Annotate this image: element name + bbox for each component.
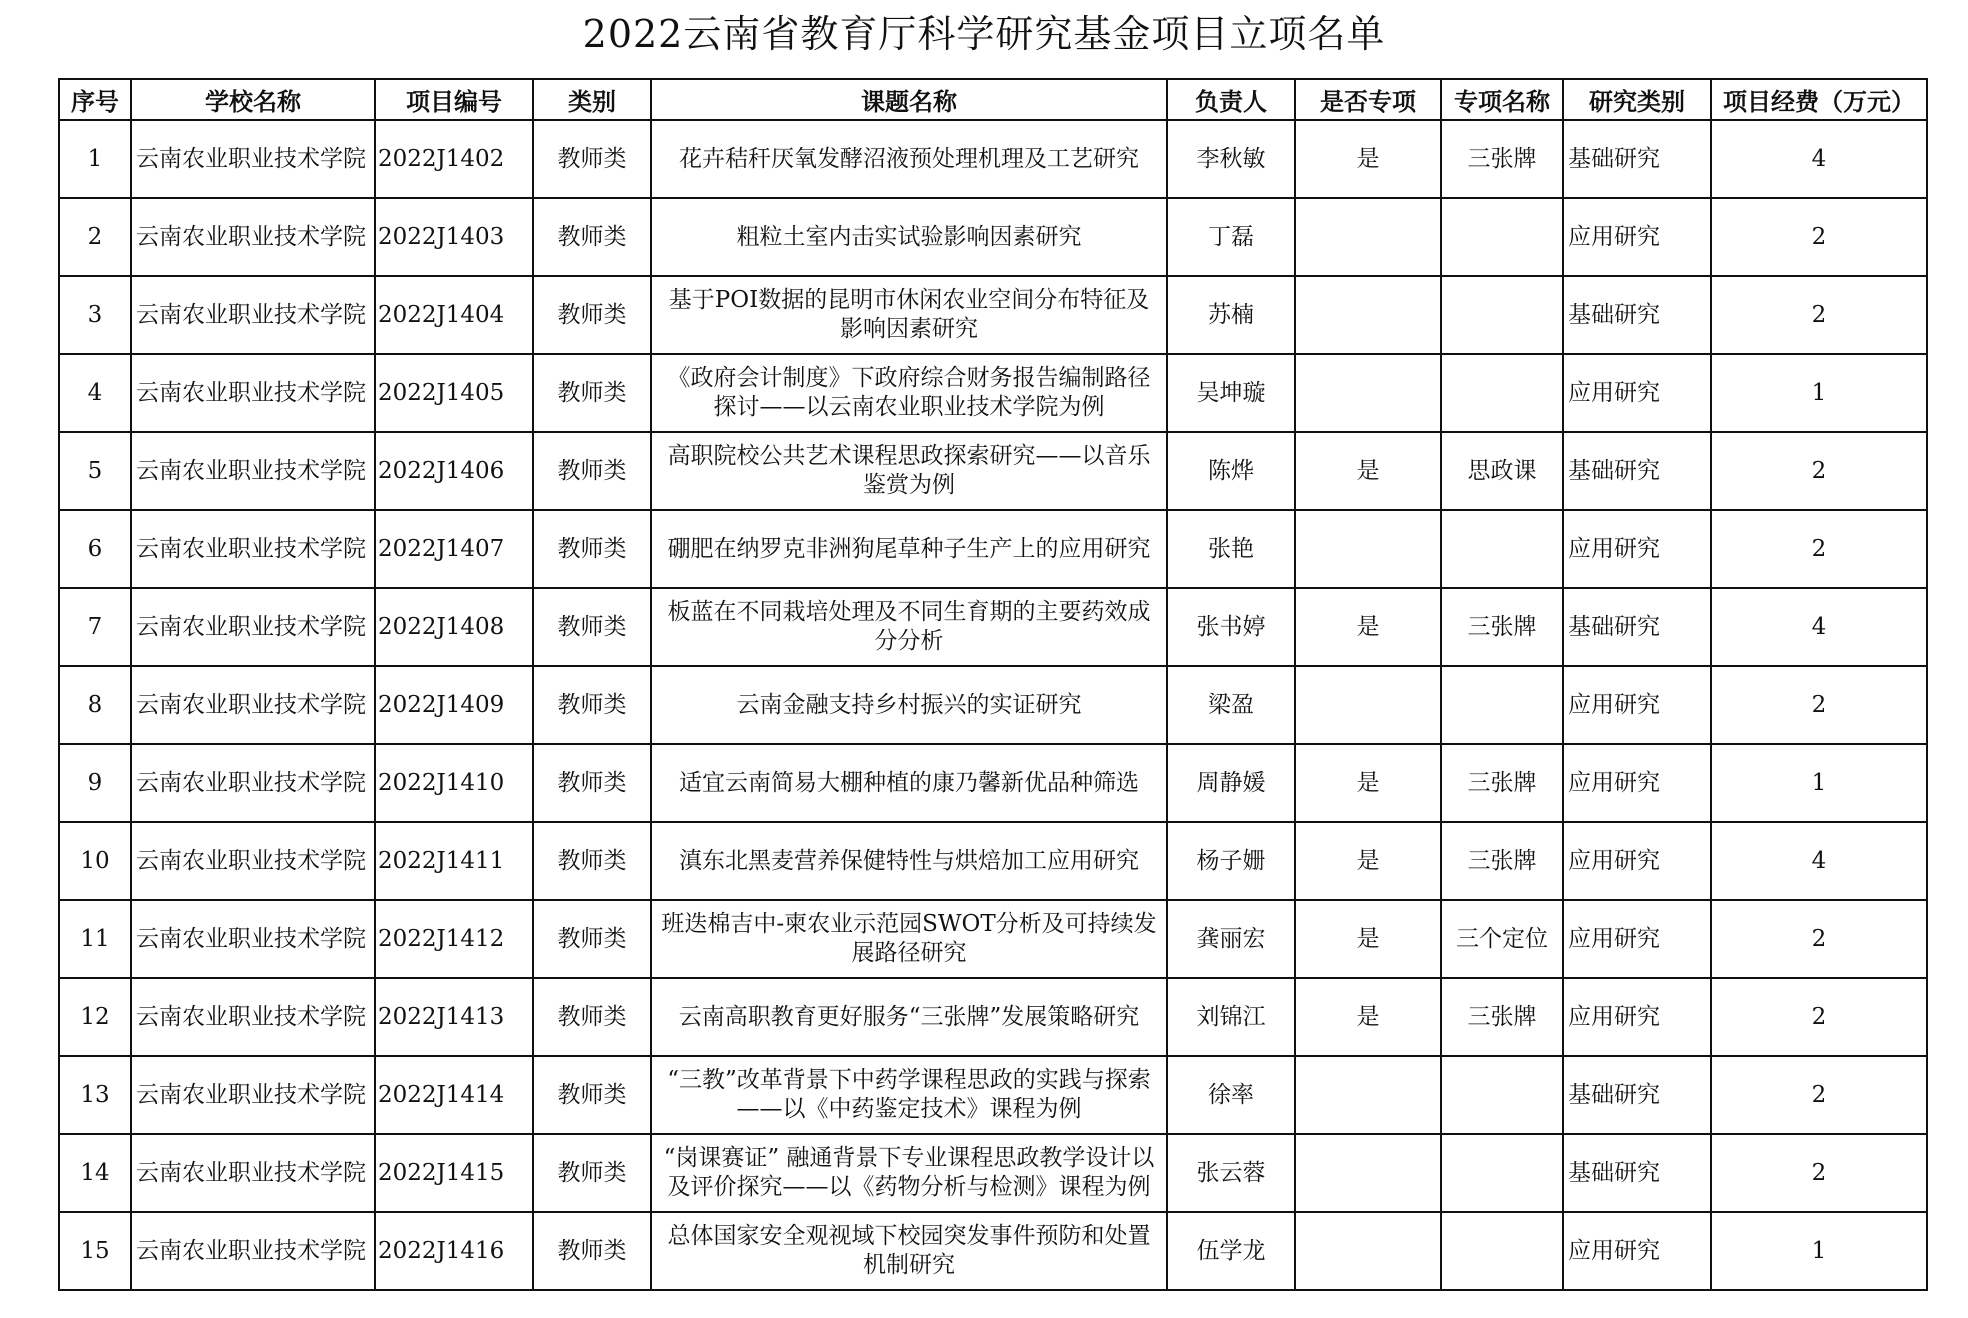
cell-special-name: 思政课 bbox=[1441, 432, 1563, 510]
cell-topic: 粗粒土室内击实试验影响因素研究 bbox=[651, 198, 1167, 276]
cell-category: 教师类 bbox=[533, 1212, 651, 1290]
cell-school: 云南农业职业技术学院 bbox=[131, 1134, 375, 1212]
cell-school: 云南农业职业技术学院 bbox=[131, 198, 375, 276]
cell-topic: 云南金融支持乡村振兴的实证研究 bbox=[651, 666, 1167, 744]
header-row bbox=[59, 79, 1927, 120]
table-row bbox=[59, 432, 1927, 510]
cell-code: 2022J1410 bbox=[375, 744, 533, 822]
cell-code: 2022J1416 bbox=[375, 1212, 533, 1290]
cell-special bbox=[1295, 1212, 1441, 1290]
cell-category: 教师类 bbox=[533, 1134, 651, 1212]
cell-leader: 李秋敏 bbox=[1167, 120, 1295, 198]
table-row bbox=[59, 744, 1927, 822]
cell-school: 云南农业职业技术学院 bbox=[131, 276, 375, 354]
cell-special bbox=[1295, 354, 1441, 432]
cell-no: 7 bbox=[59, 588, 131, 666]
cell-special-name bbox=[1441, 1056, 1563, 1134]
cell-topic: “岗课赛证” 融通背景下专业课程思政教学设计以及评价探究——以《药物分析与检测》课程为例 bbox=[651, 1134, 1167, 1212]
cell-topic: 适宜云南简易大棚种植的康乃馨新优品种筛选 bbox=[651, 744, 1167, 822]
cell-school: 云南农业职业技术学院 bbox=[131, 588, 375, 666]
cell-funding: 4 bbox=[1711, 120, 1927, 198]
cell-school: 云南农业职业技术学院 bbox=[131, 510, 375, 588]
cell-no: 11 bbox=[59, 900, 131, 978]
cell-special-name bbox=[1441, 276, 1563, 354]
cell-no: 4 bbox=[59, 354, 131, 432]
table-row bbox=[59, 978, 1927, 1056]
cell-special-name: 三张牌 bbox=[1441, 120, 1563, 198]
cell-funding: 2 bbox=[1711, 1056, 1927, 1134]
cell-leader: 苏楠 bbox=[1167, 276, 1295, 354]
cell-no: 9 bbox=[59, 744, 131, 822]
header-cell-category: 类别 bbox=[533, 79, 651, 120]
cell-funding: 2 bbox=[1711, 900, 1927, 978]
cell-code: 2022J1403 bbox=[375, 198, 533, 276]
cell-special bbox=[1295, 510, 1441, 588]
cell-topic: “三教”改革背景下中药学课程思政的实践与探索——以《中药鉴定技术》课程为例 bbox=[651, 1056, 1167, 1134]
cell-no: 8 bbox=[59, 666, 131, 744]
header-cell-leader: 负责人 bbox=[1167, 79, 1295, 120]
cell-leader: 丁磊 bbox=[1167, 198, 1295, 276]
cell-funding: 2 bbox=[1711, 666, 1927, 744]
table-row bbox=[59, 588, 1927, 666]
cell-no: 15 bbox=[59, 1212, 131, 1290]
cell-research-type: 应用研究 bbox=[1563, 822, 1711, 900]
cell-school: 云南农业职业技术学院 bbox=[131, 744, 375, 822]
table-body bbox=[59, 120, 1927, 1290]
table-row bbox=[59, 1134, 1927, 1212]
cell-no: 1 bbox=[59, 120, 131, 198]
cell-school: 云南农业职业技术学院 bbox=[131, 354, 375, 432]
cell-category: 教师类 bbox=[533, 822, 651, 900]
cell-topic: 班迭棉吉中-柬农业示范园SWOT分析及可持续发展路径研究 bbox=[651, 900, 1167, 978]
cell-funding: 1 bbox=[1711, 1212, 1927, 1290]
cell-research-type: 应用研究 bbox=[1563, 354, 1711, 432]
cell-category: 教师类 bbox=[533, 276, 651, 354]
cell-leader: 陈烨 bbox=[1167, 432, 1295, 510]
cell-topic: 板蓝在不同栽培处理及不同生育期的主要药效成分分析 bbox=[651, 588, 1167, 666]
cell-school: 云南农业职业技术学院 bbox=[131, 1056, 375, 1134]
cell-no: 12 bbox=[59, 978, 131, 1056]
cell-special-name bbox=[1441, 666, 1563, 744]
header-cell-special-name: 专项名称 bbox=[1441, 79, 1563, 120]
cell-no: 5 bbox=[59, 432, 131, 510]
cell-special bbox=[1295, 1134, 1441, 1212]
table-row bbox=[59, 900, 1927, 978]
cell-special-name: 三张牌 bbox=[1441, 744, 1563, 822]
cell-category: 教师类 bbox=[533, 432, 651, 510]
cell-leader: 刘锦江 bbox=[1167, 978, 1295, 1056]
cell-school: 云南农业职业技术学院 bbox=[131, 822, 375, 900]
cell-code: 2022J1407 bbox=[375, 510, 533, 588]
cell-special-name: 三个定位 bbox=[1441, 900, 1563, 978]
cell-no: 6 bbox=[59, 510, 131, 588]
cell-code: 2022J1404 bbox=[375, 276, 533, 354]
cell-special-name bbox=[1441, 1212, 1563, 1290]
cell-special bbox=[1295, 198, 1441, 276]
cell-funding: 2 bbox=[1711, 510, 1927, 588]
cell-category: 教师类 bbox=[533, 120, 651, 198]
header-cell-topic: 课题名称 bbox=[651, 79, 1167, 120]
cell-leader: 吴坤璇 bbox=[1167, 354, 1295, 432]
cell-research-type: 基础研究 bbox=[1563, 1056, 1711, 1134]
cell-funding: 4 bbox=[1711, 822, 1927, 900]
header-cell-no: 序号 bbox=[59, 79, 131, 120]
cell-leader: 周静媛 bbox=[1167, 744, 1295, 822]
cell-special: 是 bbox=[1295, 900, 1441, 978]
cell-code: 2022J1411 bbox=[375, 822, 533, 900]
cell-special-name bbox=[1441, 1134, 1563, 1212]
cell-special bbox=[1295, 276, 1441, 354]
cell-research-type: 基础研究 bbox=[1563, 588, 1711, 666]
cell-research-type: 应用研究 bbox=[1563, 198, 1711, 276]
cell-research-type: 应用研究 bbox=[1563, 744, 1711, 822]
cell-category: 教师类 bbox=[533, 744, 651, 822]
cell-school: 云南农业职业技术学院 bbox=[131, 900, 375, 978]
cell-special-name bbox=[1441, 198, 1563, 276]
cell-topic: 总体国家安全观视域下校园突发事件预防和处置机制研究 bbox=[651, 1212, 1167, 1290]
cell-special-name: 三张牌 bbox=[1441, 588, 1563, 666]
cell-special: 是 bbox=[1295, 978, 1441, 1056]
table-row bbox=[59, 822, 1927, 900]
cell-funding: 1 bbox=[1711, 744, 1927, 822]
cell-no: 13 bbox=[59, 1056, 131, 1134]
cell-topic: 花卉秸秆厌氧发酵沼液预处理机理及工艺研究 bbox=[651, 120, 1167, 198]
cell-topic: 滇东北黑麦营养保健特性与烘焙加工应用研究 bbox=[651, 822, 1167, 900]
cell-category: 教师类 bbox=[533, 978, 651, 1056]
cell-funding: 1 bbox=[1711, 354, 1927, 432]
cell-school: 云南农业职业技术学院 bbox=[131, 120, 375, 198]
cell-special: 是 bbox=[1295, 744, 1441, 822]
cell-leader: 伍学龙 bbox=[1167, 1212, 1295, 1290]
page-title: 2022云南省教育厅科学研究基金项目立项名单 bbox=[582, 12, 1386, 56]
header-cell-funding: 项目经费（万元） bbox=[1711, 79, 1927, 120]
cell-leader: 张书婷 bbox=[1167, 588, 1295, 666]
cell-no: 10 bbox=[59, 822, 131, 900]
project-table bbox=[58, 78, 1928, 1291]
cell-research-type: 应用研究 bbox=[1563, 1212, 1711, 1290]
cell-funding: 4 bbox=[1711, 588, 1927, 666]
cell-funding: 2 bbox=[1711, 978, 1927, 1056]
table-row bbox=[59, 276, 1927, 354]
cell-category: 教师类 bbox=[533, 588, 651, 666]
cell-code: 2022J1413 bbox=[375, 978, 533, 1056]
cell-special bbox=[1295, 1056, 1441, 1134]
cell-leader: 龚丽宏 bbox=[1167, 900, 1295, 978]
cell-special: 是 bbox=[1295, 822, 1441, 900]
table-row bbox=[59, 1212, 1927, 1290]
cell-school: 云南农业职业技术学院 bbox=[131, 1212, 375, 1290]
cell-special-name: 三张牌 bbox=[1441, 978, 1563, 1056]
cell-research-type: 应用研究 bbox=[1563, 978, 1711, 1056]
cell-category: 教师类 bbox=[533, 900, 651, 978]
cell-category: 教师类 bbox=[533, 354, 651, 432]
table-row bbox=[59, 510, 1927, 588]
header-cell-research-type: 研究类别 bbox=[1563, 79, 1711, 120]
cell-code: 2022J1408 bbox=[375, 588, 533, 666]
cell-school: 云南农业职业技术学院 bbox=[131, 978, 375, 1056]
cell-special-name bbox=[1441, 354, 1563, 432]
cell-leader: 张云蓉 bbox=[1167, 1134, 1295, 1212]
cell-topic: 硼肥在纳罗克非洲狗尾草种子生产上的应用研究 bbox=[651, 510, 1167, 588]
table-row bbox=[59, 354, 1927, 432]
cell-leader: 张艳 bbox=[1167, 510, 1295, 588]
header-cell-special: 是否专项 bbox=[1295, 79, 1441, 120]
cell-funding: 2 bbox=[1711, 276, 1927, 354]
cell-topic: 云南高职教育更好服务“三张牌”发展策略研究 bbox=[651, 978, 1167, 1056]
cell-funding: 2 bbox=[1711, 1134, 1927, 1212]
cell-category: 教师类 bbox=[533, 510, 651, 588]
cell-research-type: 基础研究 bbox=[1563, 120, 1711, 198]
cell-topic: 《政府会计制度》下政府综合财务报告编制路径探讨——以云南农业职业技术学院为例 bbox=[651, 354, 1167, 432]
cell-research-type: 基础研究 bbox=[1563, 1134, 1711, 1212]
cell-research-type: 应用研究 bbox=[1563, 666, 1711, 744]
cell-code: 2022J1412 bbox=[375, 900, 533, 978]
table-row bbox=[59, 1056, 1927, 1134]
cell-school: 云南农业职业技术学院 bbox=[131, 666, 375, 744]
cell-leader: 徐率 bbox=[1167, 1056, 1295, 1134]
cell-special: 是 bbox=[1295, 432, 1441, 510]
cell-code: 2022J1414 bbox=[375, 1056, 533, 1134]
table-row bbox=[59, 666, 1927, 744]
header-cell-code: 项目编号 bbox=[375, 79, 533, 120]
cell-research-type: 应用研究 bbox=[1563, 900, 1711, 978]
header-cell-school: 学校名称 bbox=[131, 79, 375, 120]
cell-category: 教师类 bbox=[533, 198, 651, 276]
cell-category: 教师类 bbox=[533, 1056, 651, 1134]
cell-research-type: 基础研究 bbox=[1563, 276, 1711, 354]
cell-school: 云南农业职业技术学院 bbox=[131, 432, 375, 510]
cell-funding: 2 bbox=[1711, 198, 1927, 276]
cell-code: 2022J1409 bbox=[375, 666, 533, 744]
cell-code: 2022J1405 bbox=[375, 354, 533, 432]
cell-research-type: 应用研究 bbox=[1563, 510, 1711, 588]
cell-special bbox=[1295, 666, 1441, 744]
cell-code: 2022J1415 bbox=[375, 1134, 533, 1212]
cell-special-name: 三张牌 bbox=[1441, 822, 1563, 900]
cell-special-name bbox=[1441, 510, 1563, 588]
cell-no: 2 bbox=[59, 198, 131, 276]
cell-special: 是 bbox=[1295, 120, 1441, 198]
cell-category: 教师类 bbox=[533, 666, 651, 744]
table-row bbox=[59, 198, 1927, 276]
cell-topic: 高职院校公共艺术课程思政探索研究——以音乐鉴赏为例 bbox=[651, 432, 1167, 510]
cell-no: 3 bbox=[59, 276, 131, 354]
cell-leader: 杨子姗 bbox=[1167, 822, 1295, 900]
cell-topic: 基于POI数据的昆明市休闲农业空间分布特征及影响因素研究 bbox=[651, 276, 1167, 354]
cell-research-type: 基础研究 bbox=[1563, 432, 1711, 510]
cell-leader: 梁盈 bbox=[1167, 666, 1295, 744]
cell-funding: 2 bbox=[1711, 432, 1927, 510]
cell-no: 14 bbox=[59, 1134, 131, 1212]
table-row bbox=[59, 120, 1927, 198]
cell-code: 2022J1402 bbox=[375, 120, 533, 198]
cell-special: 是 bbox=[1295, 588, 1441, 666]
cell-code: 2022J1406 bbox=[375, 432, 533, 510]
